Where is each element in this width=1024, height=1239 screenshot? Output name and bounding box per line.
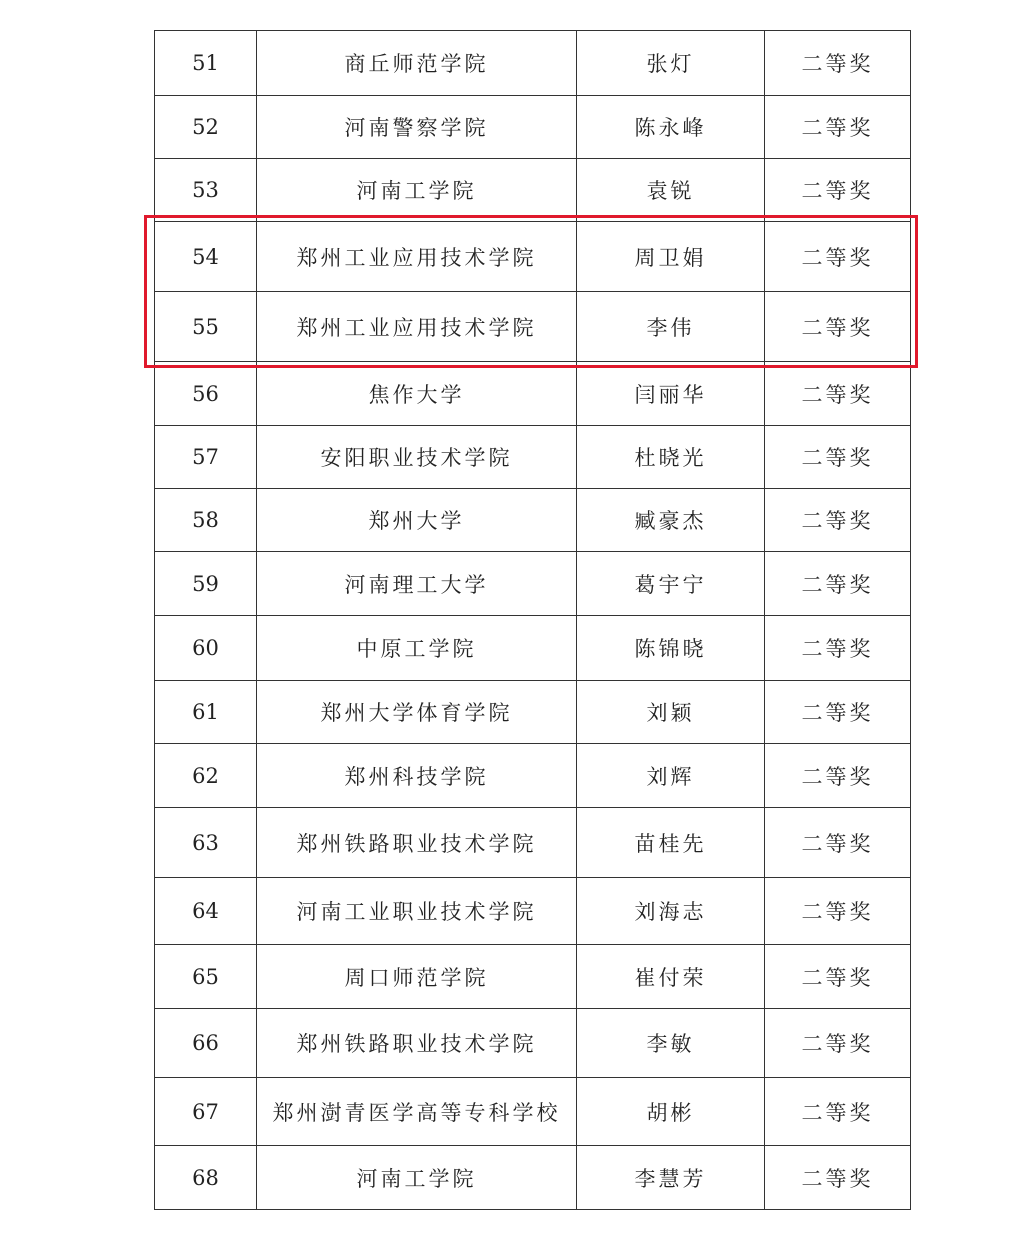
table-row xyxy=(155,222,911,292)
row-number: 55 xyxy=(155,292,257,362)
table-row xyxy=(155,96,911,159)
award-level: 二等奖 xyxy=(765,945,911,1009)
school-name: 河南工业职业技术学院 xyxy=(257,878,577,945)
school-name: 河南工学院 xyxy=(257,159,577,222)
row-number: 66 xyxy=(155,1009,257,1078)
row-number: 68 xyxy=(155,1146,257,1210)
row-number: 65 xyxy=(155,945,257,1009)
person-name: 张灯 xyxy=(577,31,765,96)
school-name: 郑州大学体育学院 xyxy=(257,681,577,744)
row-number: 61 xyxy=(155,681,257,744)
award-level: 二等奖 xyxy=(765,1078,911,1146)
school-name: 郑州澍青医学高等专科学校 xyxy=(257,1078,577,1146)
award-level: 二等奖 xyxy=(765,744,911,808)
table-row xyxy=(155,878,911,945)
table-row xyxy=(155,616,911,681)
person-name: 葛宇宁 xyxy=(577,552,765,616)
table-row xyxy=(155,362,911,426)
school-name: 河南工学院 xyxy=(257,1146,577,1210)
school-name: 郑州科技学院 xyxy=(257,744,577,808)
person-name: 李慧芳 xyxy=(577,1146,765,1210)
person-name: 杜晓光 xyxy=(577,426,765,489)
table-row xyxy=(155,159,911,222)
award-level: 二等奖 xyxy=(765,489,911,552)
person-name: 崔付荣 xyxy=(577,945,765,1009)
award-level: 二等奖 xyxy=(765,1009,911,1078)
table-row xyxy=(155,1078,911,1146)
table-row xyxy=(155,426,911,489)
award-level: 二等奖 xyxy=(765,362,911,426)
person-name: 陈锦晓 xyxy=(577,616,765,681)
school-name: 郑州工业应用技术学院 xyxy=(257,222,577,292)
row-number: 58 xyxy=(155,489,257,552)
person-name: 周卫娟 xyxy=(577,222,765,292)
person-name: 陈永峰 xyxy=(577,96,765,159)
row-number: 62 xyxy=(155,744,257,808)
table-row xyxy=(155,744,911,808)
award-level: 二等奖 xyxy=(765,878,911,945)
person-name: 苗桂先 xyxy=(577,808,765,878)
table-row xyxy=(155,1146,911,1210)
row-number: 63 xyxy=(155,808,257,878)
person-name: 刘辉 xyxy=(577,744,765,808)
award-level: 二等奖 xyxy=(765,426,911,489)
school-name: 焦作大学 xyxy=(257,362,577,426)
school-name: 周口师范学院 xyxy=(257,945,577,1009)
row-number: 53 xyxy=(155,159,257,222)
award-level: 二等奖 xyxy=(765,808,911,878)
award-level: 二等奖 xyxy=(765,222,911,292)
award-level: 二等奖 xyxy=(765,31,911,96)
table-row xyxy=(155,808,911,878)
awards-table xyxy=(154,30,911,1210)
table-row xyxy=(155,681,911,744)
person-name: 李伟 xyxy=(577,292,765,362)
row-number: 56 xyxy=(155,362,257,426)
row-number: 54 xyxy=(155,222,257,292)
award-level: 二等奖 xyxy=(765,616,911,681)
school-name: 安阳职业技术学院 xyxy=(257,426,577,489)
row-number: 67 xyxy=(155,1078,257,1146)
table-row xyxy=(155,1009,911,1078)
table-row xyxy=(155,31,911,96)
person-name: 刘颖 xyxy=(577,681,765,744)
school-name: 郑州铁路职业技术学院 xyxy=(257,808,577,878)
table-row xyxy=(155,489,911,552)
person-name: 臧豪杰 xyxy=(577,489,765,552)
row-number: 51 xyxy=(155,31,257,96)
award-level: 二等奖 xyxy=(765,292,911,362)
school-name: 郑州工业应用技术学院 xyxy=(257,292,577,362)
school-name: 河南理工大学 xyxy=(257,552,577,616)
table-row xyxy=(155,552,911,616)
row-number: 57 xyxy=(155,426,257,489)
award-level: 二等奖 xyxy=(765,681,911,744)
award-level: 二等奖 xyxy=(765,1146,911,1210)
table-row xyxy=(155,292,911,362)
row-number: 59 xyxy=(155,552,257,616)
school-name: 商丘师范学院 xyxy=(257,31,577,96)
award-level: 二等奖 xyxy=(765,159,911,222)
person-name: 闫丽华 xyxy=(577,362,765,426)
person-name: 胡彬 xyxy=(577,1078,765,1146)
person-name: 袁锐 xyxy=(577,159,765,222)
row-number: 60 xyxy=(155,616,257,681)
award-level: 二等奖 xyxy=(765,96,911,159)
table-row xyxy=(155,945,911,1009)
school-name: 中原工学院 xyxy=(257,616,577,681)
person-name: 李敏 xyxy=(577,1009,765,1078)
school-name: 郑州大学 xyxy=(257,489,577,552)
school-name: 郑州铁路职业技术学院 xyxy=(257,1009,577,1078)
row-number: 52 xyxy=(155,96,257,159)
person-name: 刘海志 xyxy=(577,878,765,945)
award-level: 二等奖 xyxy=(765,552,911,616)
school-name: 河南警察学院 xyxy=(257,96,577,159)
row-number: 64 xyxy=(155,878,257,945)
